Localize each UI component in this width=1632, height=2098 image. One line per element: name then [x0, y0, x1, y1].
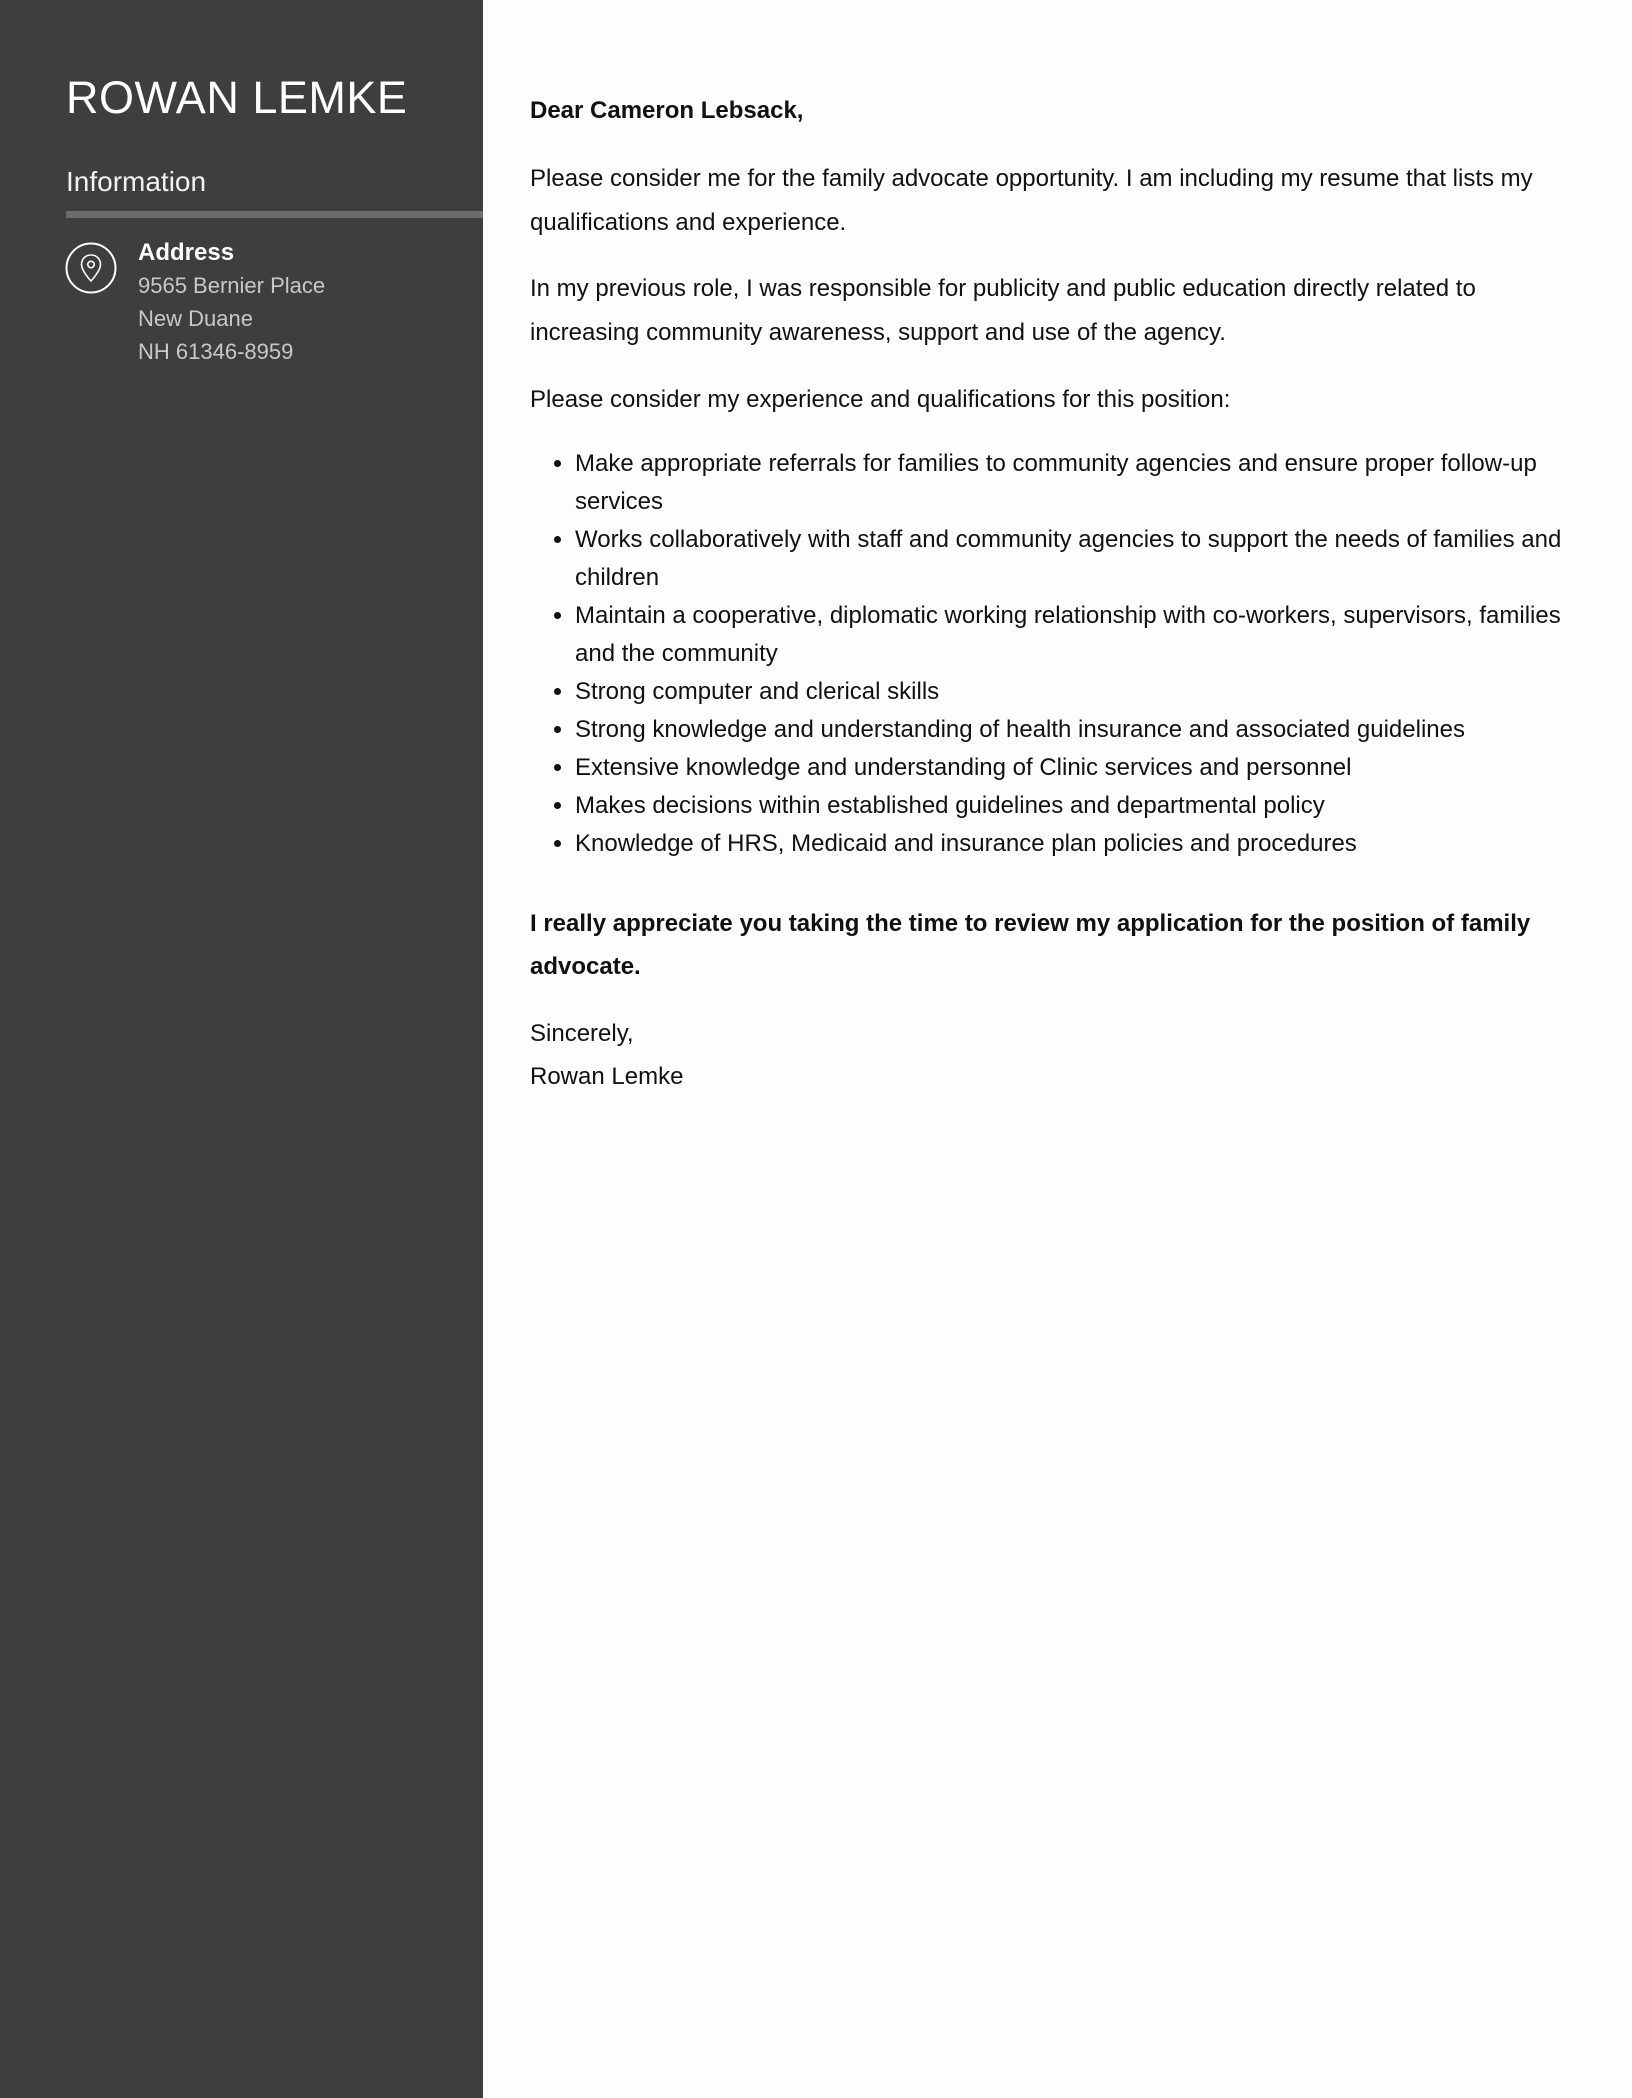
address-line-state-zip: NH 61346-8959: [138, 339, 294, 364]
list-item: • Works collaboratively with staff and community agencies to support the needs of families and children: [575, 521, 1575, 597]
address-line-street: 9565 Bernier Place: [138, 273, 326, 298]
signoff-block: [530, 1012, 683, 1098]
address-line-city: New Duane: [138, 306, 253, 331]
list-item: • Makes decisions within established guidelines and departmental policy: [575, 787, 1575, 825]
salutation: Dear Cameron Lebsack,: [530, 97, 804, 124]
closing-paragraph: I really appreciate you taking the time to review my application for the position of family advocate.: [530, 910, 1531, 980]
section-divider: [66, 211, 483, 218]
list-item: • Maintain a cooperative, diplomatic working relationship with co-workers, supervisors, families and the community: [575, 597, 1575, 673]
paragraph-intro: Please consider me for the family advocate opportunity. I am including my resume that lists my qualifications and experience.: [530, 165, 1533, 236]
list-item: • Make appropriate referrals for families to community agencies and ensure proper follow-up services: [575, 445, 1575, 521]
qualifications-list: [530, 445, 1575, 863]
location-pin-icon: [65, 242, 117, 294]
section-title-information: Information: [66, 166, 207, 197]
list-item: • Strong computer and clerical skills: [575, 673, 1575, 711]
list-item: • Extensive knowledge and understanding of Clinic services and personnel: [575, 749, 1575, 787]
sidebar: [0, 0, 483, 2098]
paragraph-previous-role: In my previous role, I was responsible for publicity and public education directly related to increasing community awareness, support and use of the agency.: [530, 275, 1476, 346]
list-item: • Knowledge of HRS, Medicaid and insurance plan policies and procedures: [575, 825, 1575, 863]
address-label: Address: [138, 239, 235, 266]
signature-name: Rowan Lemke: [530, 1063, 684, 1090]
signoff: Sincerely,: [530, 1020, 634, 1047]
list-item: • Strong knowledge and understanding of health insurance and associated guidelines: [575, 711, 1575, 749]
candidate-name: ROWAN LEMKE: [66, 72, 408, 123]
paragraph-qualifications-lead: Please consider my experience and qualifications for this position:: [530, 386, 1231, 413]
